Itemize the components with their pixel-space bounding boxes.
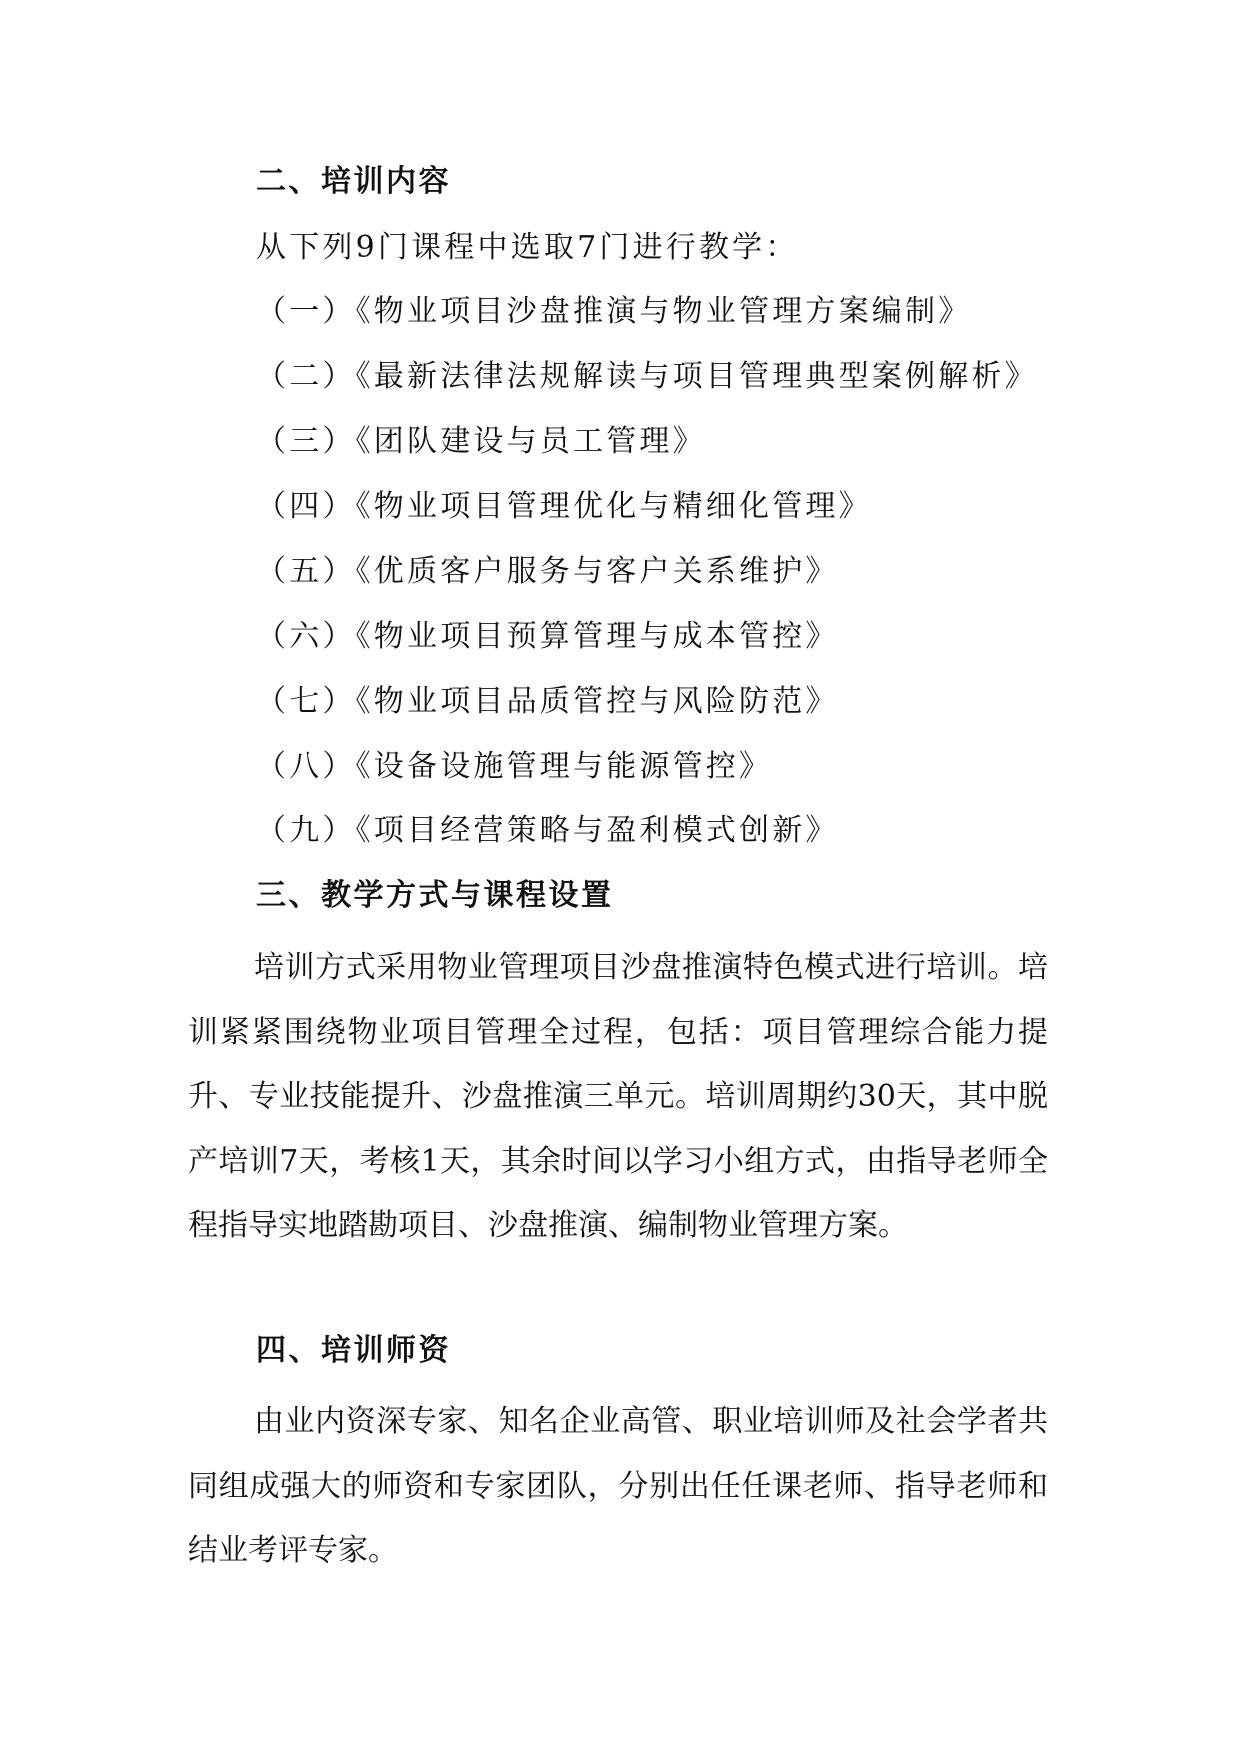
- section-2-heading: 二、培训内容: [256, 164, 451, 199]
- course-item-9: （九）《项目经营策略与盈利模式创新》: [256, 813, 839, 848]
- course-item-8: （八）《设备设施管理与能源管控》: [256, 749, 773, 784]
- course-item-7: （七）《物业项目品质管控与风险防范》: [256, 684, 839, 719]
- section-2-intro: 从下列9门课程中选取7门进行教学：: [256, 230, 799, 265]
- course-item-6: （六）《物业项目预算管理与成本管控》: [256, 619, 839, 654]
- section-4-paragraph: 由业内资深专家、知名企业高管、职业培训师及社会学者共同组成强大的师资和专家团队，分别出任任课老师、指导老师和结业考评专家。: [188, 1404, 1048, 1568]
- section-4-heading: 四、培训师资: [256, 1333, 451, 1368]
- section-3-paragraph: 培训方式采用物业管理项目沙盘推演特色模式进行培训。培训紧紧围绕物业项目管理全过程，包括：项目管理综合能力提升、专业技能提升、沙盘推演三单元。培训周期约30天，其中脱产培训7天，考核1天，其余时间以学习小组方式，由指导老师全程指导实地踏勘项目、沙盘推演、编制物业管理方案。: [188, 950, 1048, 1243]
- course-item-4: （四）《物业项目管理优化与精细化管理》: [256, 489, 872, 524]
- course-item-3: （三）《团队建设与员工管理》: [256, 424, 706, 459]
- course-item-5: （五）《优质客户服务与客户关系维护》: [256, 554, 839, 589]
- course-item-2: （二）《最新法律法规解读与项目管理典型案例解析》: [256, 359, 1038, 394]
- course-item-1: （一）《物业项目沙盘推演与物业管理方案编制》: [256, 294, 972, 329]
- section-3-heading: 三、教学方式与课程设置: [256, 878, 614, 913]
